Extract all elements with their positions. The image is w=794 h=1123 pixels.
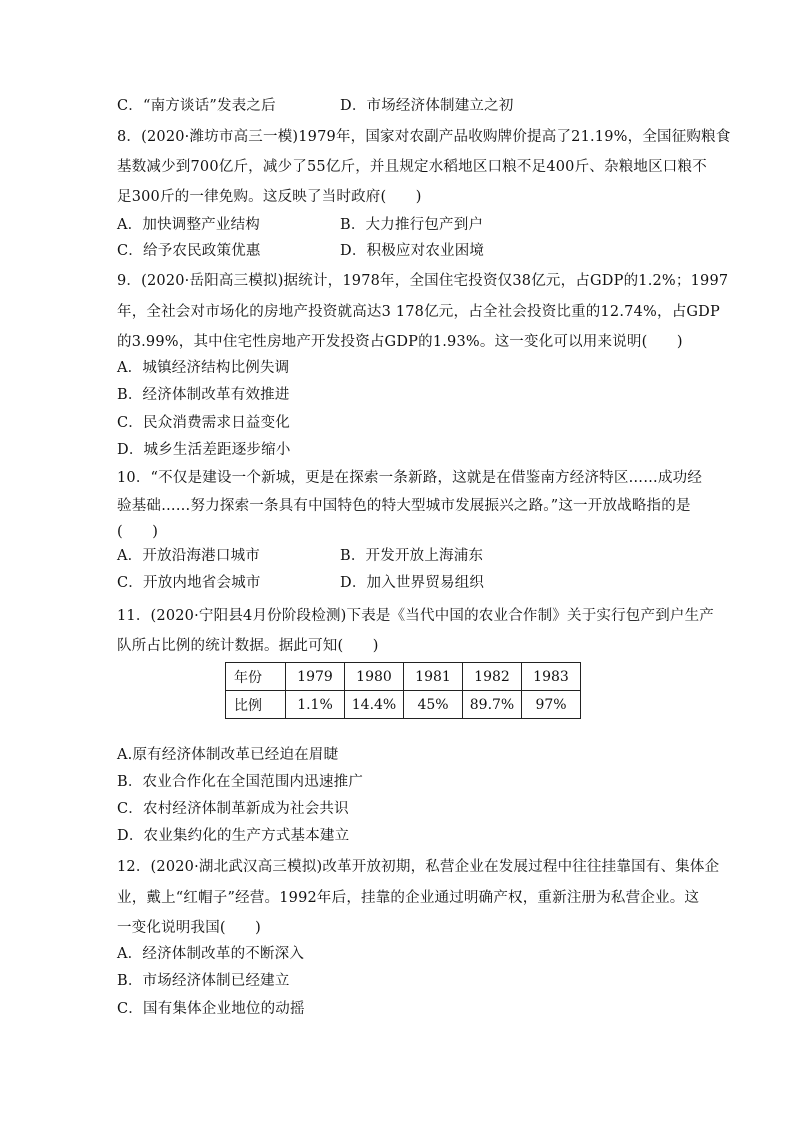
- q11-stem-line-2: 队所占比例的统计数据。据此可知( ): [117, 638, 379, 654]
- q11-stem-line-1: 11．(2020·宁阳县4月份阶段检测)下表是《当代中国的农业合作制》关于实行包产到户生产: [117, 608, 714, 624]
- q8-stem-line-3: 足300斤的一律免购。这反映了当时政府( ): [117, 189, 422, 205]
- q10-options-row-1: [117, 546, 484, 566]
- q12-option-b: B．市场经济体制已经建立: [117, 973, 290, 989]
- table-row-years: [226, 663, 581, 691]
- q12-option-a: A．经济体制改革的不断深入: [117, 946, 305, 962]
- table-cell-ratio: 14.4%: [345, 691, 404, 719]
- q12-option-c: C．国有集体企业地位的动摇: [117, 1001, 305, 1017]
- q9-option-c: C．民众消费需求日益变化: [117, 415, 290, 431]
- q11-statistics-table: [225, 662, 581, 719]
- q9-option-a: A．城镇经济结构比例失调: [117, 360, 290, 376]
- table-cell-year: 1981: [404, 663, 463, 691]
- q10-option-b: B．开发开放上海浦东: [340, 548, 484, 564]
- q12-stem-line-1: 12．(2020·湖北武汉高三模拟)改革开放初期，私营企业在发展过程中往往挂靠国有、集体企: [117, 859, 720, 875]
- q11-option-c: C．农村经济体制革新成为社会共识: [117, 801, 349, 817]
- q10-option-a: A．开放沿海港口城市: [117, 548, 260, 564]
- q11-option-b: B．农业合作化在全国范围内迅速推广: [117, 774, 364, 790]
- question-7-options-row: [117, 96, 514, 116]
- q10-stem-line-1: 10．“不仅是建设一个新城，更是在探索一条新路，这就是在借鉴南方经济特区……成功经: [117, 470, 703, 486]
- q7-option-d: D．市场经济体制建立之初: [340, 98, 514, 114]
- table-cell-year: 1983: [522, 663, 581, 691]
- q7-option-c: C．“南方谈话”发表之后: [117, 98, 276, 114]
- q9-option-b: B．经济体制改革有效推进: [117, 387, 290, 403]
- q9-stem-line-1: 9．(2020·岳阳高三模拟)据统计，1978年，全国住宅投资仅38亿元，占GDP的1.2%；1997: [117, 273, 729, 289]
- table-row-ratios: [226, 691, 581, 719]
- q8-option-b: B．大力推行包产到户: [340, 217, 484, 233]
- table-cell-ratio: 45%: [404, 691, 463, 719]
- q10-options-row-2: [117, 573, 485, 593]
- q11-option-d: D．农业集约化的生产方式基本建立: [117, 828, 350, 844]
- table-cell-year: 1979: [286, 663, 345, 691]
- table-cell-ratio: 97%: [522, 691, 581, 719]
- q10-option-d: D．加入世界贸易组织: [340, 575, 485, 591]
- q10-stem-line-2: 验基础……努力探索一条具有中国特色的特大型城市发展振兴之路。”这一开放战略指的是: [117, 498, 691, 514]
- q8-stem-line-2: 基数减少到700亿斤，减少了55亿斤，并且规定水稻地区口粮不足400斤、杂粮地区口粮不: [117, 159, 707, 175]
- table-cell-ratio: 89.7%: [463, 691, 522, 719]
- q8-options-row-1: [117, 215, 484, 235]
- q9-stem-line-3: 的3.99%，其中住宅性房地产开发投资占GDP的1.93%。这一变化可以用来说明( ): [117, 334, 683, 350]
- q10-option-c: C．开放内地省会城市: [117, 575, 261, 591]
- q8-option-d: D．积极应对农业困境: [340, 243, 485, 259]
- q12-stem-line-3: 一变化说明我国( ): [117, 920, 262, 936]
- q12-stem-line-2: 业，戴上“红帽子”经营。1992年后，挂靠的企业通过明确产权，重新注册为私营企业。这: [117, 890, 700, 906]
- q8-option-a: A．加快调整产业结构: [117, 217, 260, 233]
- q9-option-d: D．城乡生活差距逐步缩小: [117, 442, 291, 458]
- q11-option-a: A.原有经济体制改革已经迫在眉睫: [117, 747, 339, 763]
- table-header-ratio: 比例: [226, 691, 286, 719]
- q9-stem-line-2: 年，全社会对市场化的房地产投资就高达3 178亿元，占全社会投资比重的12.74%，占GDP: [117, 304, 720, 320]
- table-header-year: 年份: [226, 663, 286, 691]
- q10-stem-line-3: ( ): [117, 524, 159, 540]
- table-cell-year: 1980: [345, 663, 404, 691]
- q8-options-row-2: [117, 241, 485, 261]
- table-cell-year: 1982: [463, 663, 522, 691]
- table-cell-ratio: 1.1%: [286, 691, 345, 719]
- q8-stem-line-1: 8．(2020·潍坊市高三一模)1979年，国家对农副产品收购牌价提高了21.19%，全国征购粮食: [117, 129, 731, 145]
- q8-option-c: C．给予农民政策优惠: [117, 243, 261, 259]
